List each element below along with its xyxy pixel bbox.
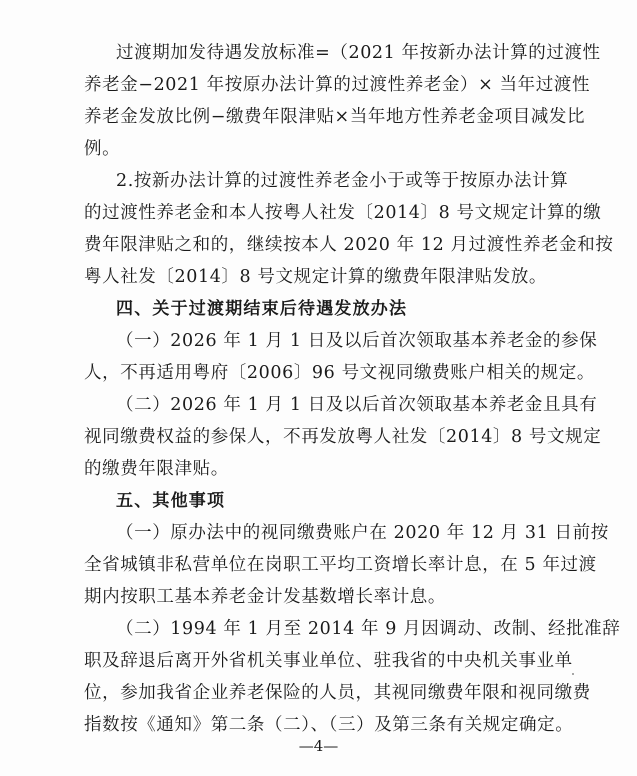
para-item-2-line-4: 粤人社发〔2014〕8 号文规定计算的缴费年限津贴发放。: [84, 267, 548, 287]
para-formula-line-2: 养老金−2021 年按原办法计算的过渡性养老金）× 当年过渡性: [84, 75, 591, 95]
para-item-2-line-2: 的过渡性养老金和本人按粤人社发〔2014〕8 号文规定计算的缴: [84, 203, 602, 223]
para-4-1-line-1: （一）2026 年 1 月 1 日及以后首次领取基本养老金的参保: [116, 331, 598, 351]
para-5-1-line-3: 期内按职工基本养老金计发基数增长率计息。: [84, 587, 446, 607]
para-5-2-line-1: （二）1994 年 1 月至 2014 年 9 月因调动、改制、经批准辞: [116, 619, 621, 639]
para-5-2-line-4: 指数按《通知》第二条（二）、（三）及第三条有关规定确定。: [84, 715, 574, 735]
page-number: —4—: [298, 737, 339, 755]
para-5-2-line-2: 职及辞退后离开外省机关事业单位、驻我省的中央机关事业单: [84, 651, 573, 671]
para-4-2-line-2: 视同缴费权益的参保人，不再发放粤人社发〔2014〕8 号文规定: [84, 427, 602, 447]
para-4-2-line-3: 的缴费年限津贴。: [84, 459, 229, 479]
para-4-2-line-1: （二）2026 年 1 月 1 日及以后首次领取基本养老金且具有: [116, 395, 598, 415]
para-formula-line-4: 例。: [84, 139, 121, 159]
para-formula-line-3: 养老金发放比例−缴费年限津贴×当年地方性养老金项目减发比: [84, 107, 586, 127]
section-heading-5: 五、其他事项: [116, 491, 226, 511]
para-5-2-line-3: 位，参加我省企业养老保险的人员，其视同缴费年限和视同缴费: [84, 683, 591, 703]
para-formula-line-1: 过渡期加发待遇发放标准=（2021 年按新办法计算的过渡性: [116, 43, 601, 63]
section-heading-4: 四、关于过渡期结束后待遇发放办法: [116, 299, 408, 319]
para-item-2-line-1: 2.按新办法计算的过渡性养老金小于或等于按原办法计算: [116, 171, 569, 191]
para-item-2-line-3: 费年限津贴之和的，继续按本人 2020 年 12 月过渡性养老金和按: [84, 235, 614, 255]
scan-speck: [572, 673, 574, 675]
para-4-1-line-2: 人，不再适用粤府〔2006〕96 号文视同缴费账户相关的规定。: [84, 363, 595, 383]
para-5-1-line-2: 全省城镇非私营单位在岗职工平均工资增长率计息，在 5 年过渡: [84, 555, 597, 575]
para-5-1-line-1: （一）原办法中的视同缴费账户在 2020 年 12 月 31 日前按: [116, 523, 609, 543]
